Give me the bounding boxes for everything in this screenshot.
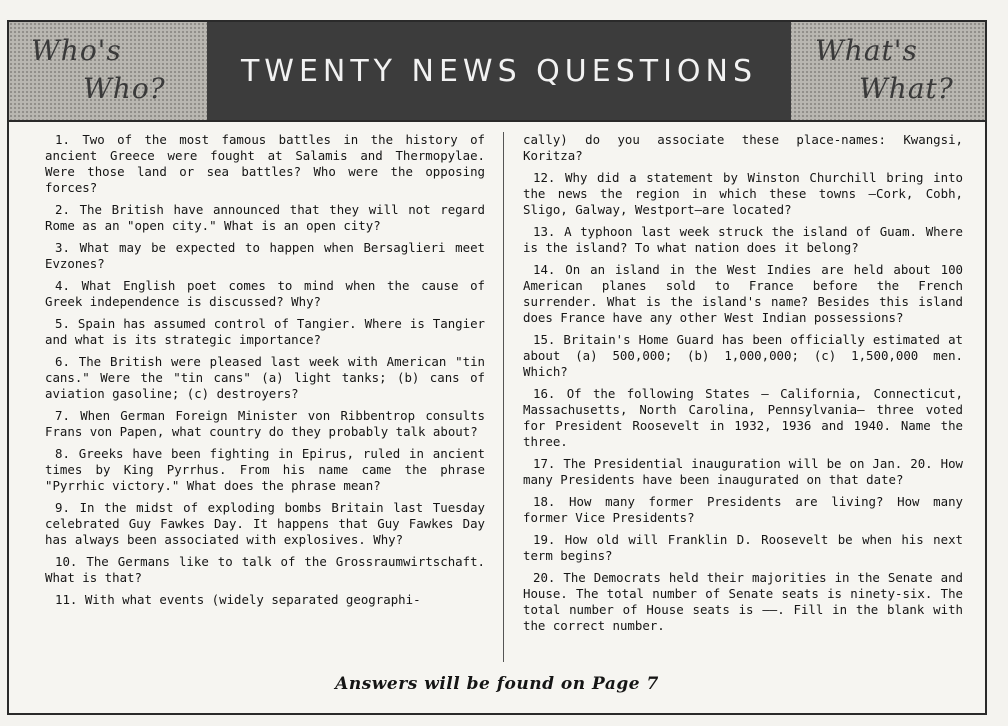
question-11-start: 11. With what events (widely separated geographi- xyxy=(55,592,421,607)
right-column xyxy=(523,132,963,640)
questions-area xyxy=(45,132,965,662)
left-column xyxy=(45,132,485,614)
question-13: 13. A typhoon last week struck the island of Guam. Where is the island? To what nation does it belong? xyxy=(523,224,963,255)
question-20: 20. The Democrats held their majorities in the Senate and House. The total number of Senate seats is ninety-six. The total number of House seats is ——. Fill in the blank with the correct number. xyxy=(523,570,963,633)
question-19: 19. How old will Franklin D. Roosevelt be when his next term begins? xyxy=(523,532,963,563)
question-17: 17. The Presidential inauguration will be on Jan. 20. How many Presidents have been inaugurated on that date? xyxy=(523,456,963,487)
question-11-end: cally) do you associate these place-names: Kwangsi, Koritza? xyxy=(523,132,963,163)
question-8: 8. Greeks have been fighting in Epirus, ruled in ancient times by King Pyrrhus. From his name came the phrase "Pyrrhic victory." What does the phrase mean? xyxy=(45,446,485,493)
question-7: 7. When German Foreign Minister von Ribbentrop consults Frans von Papen, what country do they probably talk about? xyxy=(45,408,485,439)
whats-what-line1: What's xyxy=(815,34,918,67)
whats-what-line2: What? xyxy=(859,72,954,105)
answers-note: Answers will be found on Page 7 xyxy=(335,674,659,694)
question-3: 3. What may be expected to happen when Bersaglieri meet Evzones? xyxy=(45,240,485,271)
whos-who-line1: Who's xyxy=(31,34,122,67)
question-4: 4. What English poet comes to mind when the cause of Greek independence is discussed? Why? xyxy=(45,278,485,309)
question-12: 12. Why did a statement by Winston Churchill bring into the news the region in which these towns —Cork, Cobh, Sligo, Galway, Westport—are located? xyxy=(523,170,963,217)
question-18: 18. How many former Presidents are living? How many former Vice Presidents? xyxy=(523,494,963,525)
question-5: 5. Spain has assumed control of Tangier. Where is Tangier and what is its strategic importance? xyxy=(45,316,485,347)
news-quiz-box xyxy=(7,20,987,715)
question-14: 14. On an island in the West Indies are held about 100 American planes sold to France before the French surrender. What is the island's name? Besides this island does France have any other West Indian possessions? xyxy=(523,262,963,325)
whos-who-corner xyxy=(9,22,201,120)
whats-what-corner xyxy=(793,22,985,120)
question-10: 10. The Germans like to talk of the Grossraumwirtschaft. What is that? xyxy=(45,554,485,585)
column-divider xyxy=(503,132,504,662)
question-9: 9. In the midst of exploding bombs Britain last Tuesday celebrated Guy Fawkes Day. It happens that Guy Fawkes Day has always been associated with explosives. Why? xyxy=(45,500,485,547)
question-1: 1. Two of the most famous battles in the history of ancient Greece were fought at Salamis and Thermopylae. Were those land or sea battles? Who were the opposing forces? xyxy=(45,132,485,195)
question-2: 2. The British have announced that they will not regard Rome as an "open city." What is an open city? xyxy=(45,202,485,233)
title-box xyxy=(207,22,791,120)
question-6: 6. The British were pleased last week with American "tin cans." Were the "tin cans" (a) light tanks; (b) cans of aviation gasoline; (c) destroyers? xyxy=(45,354,485,401)
question-15: 15. Britain's Home Guard has been officially estimated at about (a) 500,000; (b) 1,000,000; (c) 1,500,000 men. Which? xyxy=(523,332,963,379)
whos-who-line2: Who? xyxy=(83,72,166,105)
question-16: 16. Of the following States — California, Connecticut, Massachusetts, North Carolina, Pennsylvania— three voted for President Roosevelt in 1932, 1936 and 1940. Name the three. xyxy=(523,386,963,449)
banner xyxy=(9,22,985,122)
page-title: TWENTY NEWS QUESTIONS xyxy=(240,53,758,89)
